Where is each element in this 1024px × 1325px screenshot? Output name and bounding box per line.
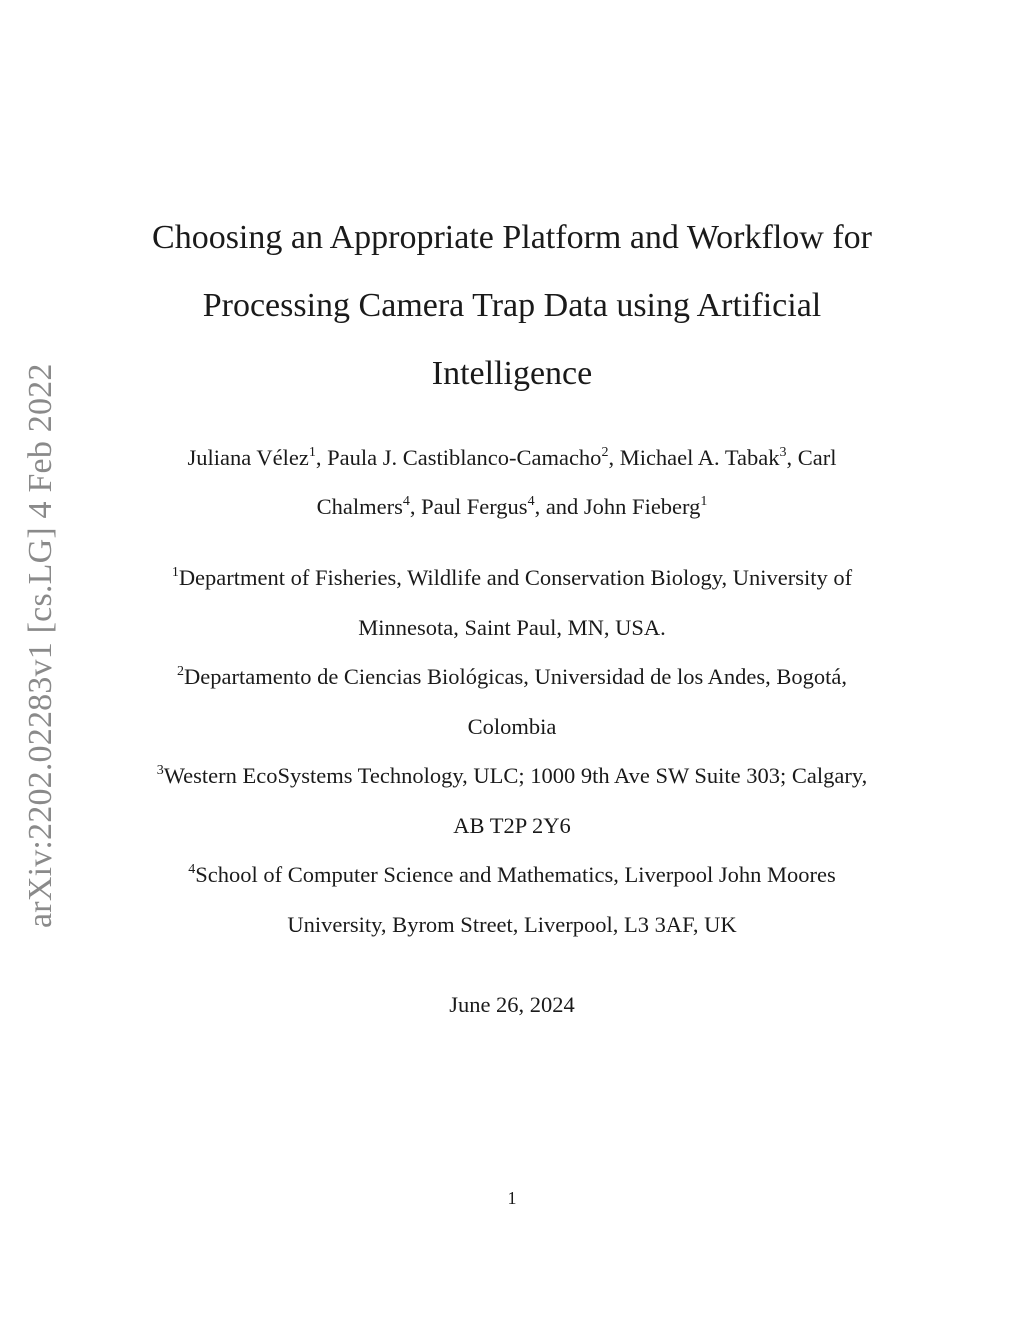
author-affiliation-marker: 1 <box>308 445 316 460</box>
paper-title <box>0 204 1024 408</box>
page-number: 1 <box>507 1188 517 1208</box>
author-name: , Paula J. Castiblanco-Camacho <box>315 445 602 470</box>
affiliation-list <box>0 553 1024 949</box>
affiliation-1-line-1 <box>0 553 1024 603</box>
author-affiliation-marker: 2 <box>601 445 609 460</box>
author-affiliation-marker: 3 <box>779 445 787 460</box>
affiliation-text: Western EcoSystems Technology, ULC; 1000 9th Ave SW Suite 303; Calgary, <box>163 763 868 788</box>
affiliation-2-line-2: Colombia <box>467 713 557 739</box>
author-affiliation-marker: 4 <box>402 494 410 509</box>
affiliation-text: Departamento de Ciencias Biológicas, Universidad de los Andes, Bogotá, <box>184 664 847 689</box>
author-affiliation-marker: 1 <box>700 494 708 509</box>
arxiv-identifier-stamp: arXiv:2202.02283v1 [cs.LG] 4 Feb 2022 <box>22 363 59 928</box>
publication-date: June 26, 2024 <box>449 992 575 1017</box>
affiliation-marker: 3 <box>156 763 164 778</box>
affiliation-2-line-1 <box>0 652 1024 702</box>
author-line-1 <box>0 433 1024 482</box>
title-line-1: Choosing an Appropriate Platform and Workflow for <box>152 219 872 256</box>
affiliation-1-line-2: Minnesota, Saint Paul, MN, USA. <box>358 614 666 640</box>
title-line-2: Processing Camera Trap Data using Artificial <box>202 287 822 324</box>
author-name: , Paul Fergus <box>409 494 528 519</box>
affiliation-3-line-1 <box>0 751 1024 801</box>
author-name: Chalmers <box>316 494 403 519</box>
author-name: , Michael A. Tabak <box>608 445 780 470</box>
affiliation-marker: 2 <box>177 664 184 679</box>
author-name: , Carl <box>786 445 837 470</box>
author-list <box>0 433 1024 531</box>
author-line-2 <box>0 482 1024 531</box>
affiliation-4-line-1 <box>0 850 1024 900</box>
author-name: , and John Fieberg <box>534 494 701 519</box>
author-name: Juliana Vélez <box>187 445 309 470</box>
affiliation-text: School of Computer Science and Mathematics, Liverpool John Moores <box>195 862 836 887</box>
affiliation-text: Department of Fisheries, Wildlife and Conservation Biology, University of <box>178 565 853 590</box>
author-affiliation-marker: 4 <box>527 494 535 509</box>
affiliation-3-line-2: AB T2P 2Y6 <box>453 812 571 838</box>
affiliation-marker: 4 <box>188 862 196 877</box>
affiliation-4-line-2: University, Byrom Street, Liverpool, L3 3AF, UK <box>287 911 737 937</box>
title-line-3: Intelligence <box>431 355 593 392</box>
affiliation-marker: 1 <box>171 565 179 580</box>
